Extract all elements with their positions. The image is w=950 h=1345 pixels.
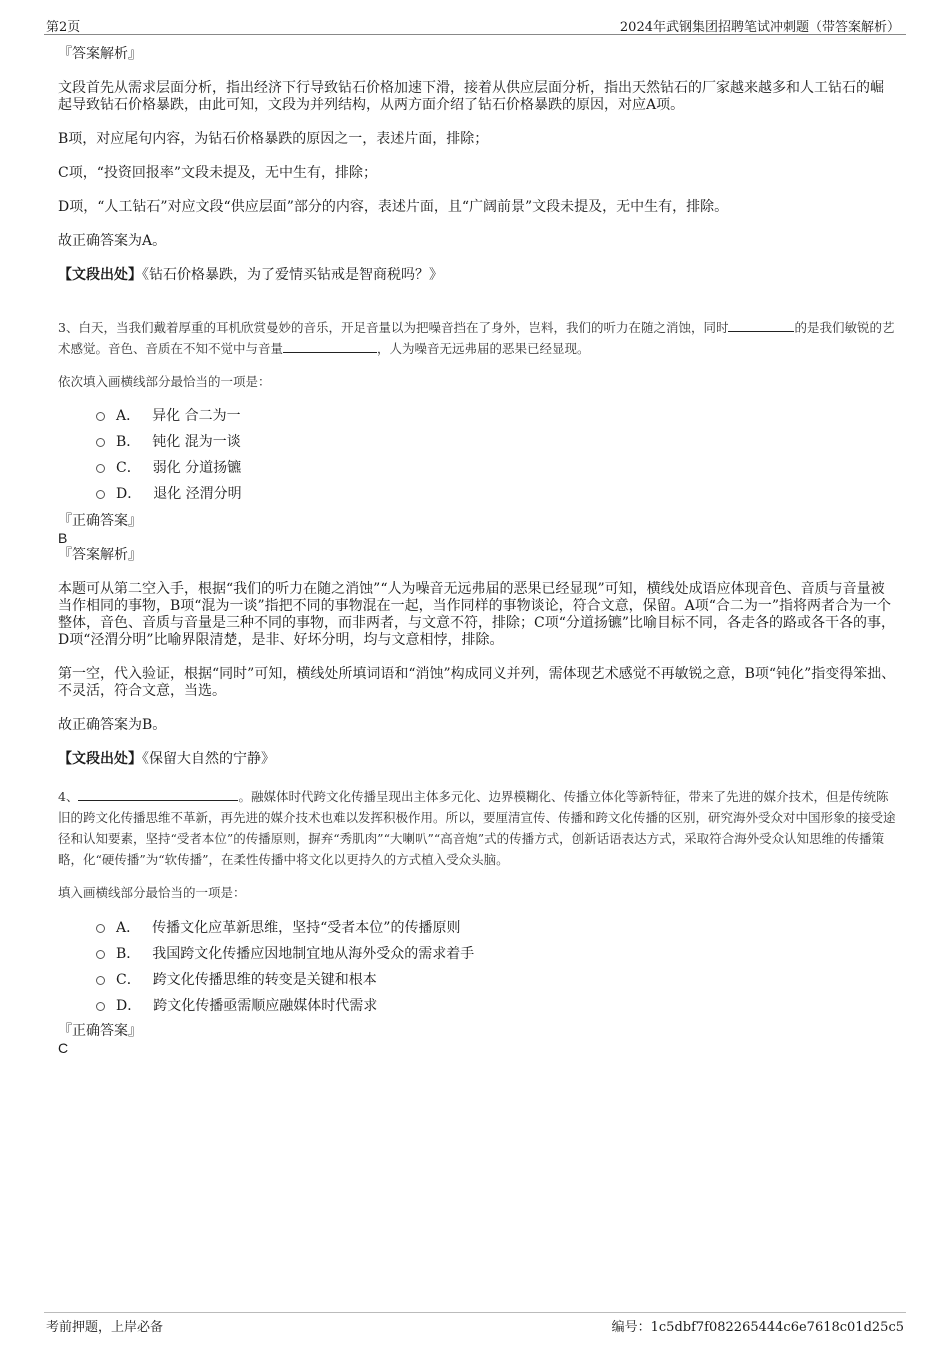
analysis-label: 『答案解析』 [58,46,142,62]
stem-part: 4、 [58,789,79,804]
option-d[interactable] [96,481,896,507]
radio-icon[interactable] [96,924,105,933]
answer-blank [728,319,794,332]
conclusion: 故正确答案为B。 [58,717,167,733]
radio-icon[interactable] [96,950,105,959]
analysis-paragraph: 文段首先从需求层面分析，指出经济下行导致钻石价格加速下滑，接着从供应层面分析，指出天然钻石的厂家越来越多和人工钻石的崛起导致钻石价格暴跌，由此可知，文段为并列结构，从两方面介绍了钻石价格暴跌的原因，对应A项。 [58,80,884,113]
conclusion: 故正确答案为A。 [58,233,167,249]
source-text: 《保留大自然的宁静》 [142,751,275,767]
option-c[interactable] [96,455,896,481]
stem-part: 。融媒体时代跨文化传播呈现出主体多元化、边界模糊化、传播立体化等新特征，带来了先进的媒介技术，但是传统陈旧的跨文化传播思维不革新，再先进的媒介技术也难以发挥积极作用。所以，要厘清宣传、传播和跨文化传播的区别，研究海外受众对中国形象的接受途径和认知要素，坚持“受者本位”的传播原则，摒弃“秀肌肉”“大喇叭”“高音炮”式的传播方式，创新话语表达方式，采取符合海外受众认知思维的传播策略，化“硬传播”为“软传播”，在柔性传播中将文化以更持久的方式植入受众头脑。 [58,789,896,867]
analysis-label: 『答案解析』 [58,547,142,563]
question-stem [58,317,896,359]
option-b[interactable] [96,941,896,967]
answer-blank [78,788,238,801]
answer-blank [283,340,377,353]
option-d[interactable] [96,993,896,1019]
question-instruction: 依次填入画横线部分最恰当的一项是： [58,374,271,389]
radio-icon[interactable] [96,438,105,447]
analysis-paragraph: C项，“投资回报率”文段未提及，无中生有，排除； [58,165,378,181]
question-stem [58,786,896,870]
stem-part: 的是我们敏锐的艺术感觉。音色、音质在不知不觉中与音量 [58,320,895,356]
options-list [96,915,896,1019]
radio-icon[interactable] [96,490,105,499]
option-text: 跨文化传播思维的转变是关键和根本 [152,972,377,988]
analysis-paragraph: D项，“人工钻石”对应文段“供应层面”部分的内容，表述片面，且“广阔前景”文段未提及，无中生有，排除。 [58,199,729,215]
answer-label: 『正确答案』 [58,1023,142,1039]
question-instruction: 填入画横线部分最恰当的一项是： [58,885,246,900]
options-list [96,403,896,507]
option-text: 传播文化应革新思维，坚持“受者本位”的传播原则 [152,920,461,936]
option-text: 异化 合二为一 [152,408,241,424]
option-text: 钝化 混为一谈 [152,434,241,450]
source-citation [58,267,896,284]
answer-label: 『正确答案』 [58,513,142,529]
correct-answer: C [58,1040,69,1056]
option-c[interactable] [96,967,896,993]
footer-slogan: 考前押题，上岸必备 [46,1320,164,1335]
option-text: 退化 泾渭分明 [153,486,242,502]
page-number: 第2页 [46,20,81,35]
radio-icon[interactable] [96,464,105,473]
option-a[interactable] [96,403,896,429]
option-letter: B． [116,946,141,962]
option-text: 我国跨文化传播应因地制宜地从海外受众的需求着手 [152,946,475,962]
option-b[interactable] [96,429,896,455]
correct-answer: B [58,530,68,546]
option-letter: C． [116,460,141,476]
radio-icon[interactable] [96,412,105,421]
option-letter: D． [116,998,142,1014]
analysis-paragraph: 本题可从第二空入手，根据“我们的听力在随之消蚀”“人为噪音无远弗届的恶果已经显现”可知，横线处成语应体现音色、音质与音量被当作相同的事物，B项“混为一谈”指把不同的事物混在一起，当作同样的事物谈论，符合文意，保留。A项“合二为一”指将两者合为一个整体，音色、音质与音量是三种不同的事物，而非两者，与文意不符，排除；C项“分道扬镳”比喻目标不同，各走各的路或各干各的事，D项“泾渭分明”比喻界限清楚，是非、好坏分明，均与文意相悖，排除。 [58,581,896,648]
source-label: 【文段出处】 [58,751,142,767]
radio-icon[interactable] [96,976,105,985]
option-a[interactable] [96,915,896,941]
analysis-paragraph: B项，对应尾句内容，为钻石价格暴跌的原因之一，表述片面，排除； [58,131,489,147]
radio-icon[interactable] [96,1002,105,1011]
document-id: 编号：1c5dbf7f082265444c6e7618c01d25c5 [611,1320,904,1335]
source-label: 【文段出处】 [58,267,142,283]
source-citation [58,751,896,768]
option-letter: C． [116,972,141,988]
page-header [44,14,906,35]
stem-part: 3、白天，当我们戴着厚重的耳机欣赏曼妙的音乐，开足音量以为把噪音挡在了身外，岂料，我们的听力在随之消蚀，同时 [58,320,729,335]
option-letter: A． [116,920,141,936]
option-letter: A． [116,408,141,424]
analysis-paragraph: 第一空，代入验证，根据“同时”可知，横线处所填词语和“消蚀”构成同义并列，需体现艺术感觉不再敏锐之意，B项“钝化”指变得笨拙、不灵活，符合文意，当选。 [58,666,896,699]
document-title: 2024年武钢集团招聘笔试冲刺题（带答案解析） [619,20,900,35]
source-text: 《钻石价格暴跌，为了爱情买钻戒是智商税吗？》 [142,267,443,283]
option-text: 跨文化传播亟需顺应融媒体时代需求 [153,998,378,1014]
page-footer [44,1312,906,1335]
option-letter: D． [116,486,142,502]
option-letter: B． [116,434,141,450]
option-text: 弱化 分道扬镳 [152,460,242,476]
stem-part: ，人为噪音无远弗届的恶果已经显现。 [377,341,590,356]
page-content [58,46,896,1057]
